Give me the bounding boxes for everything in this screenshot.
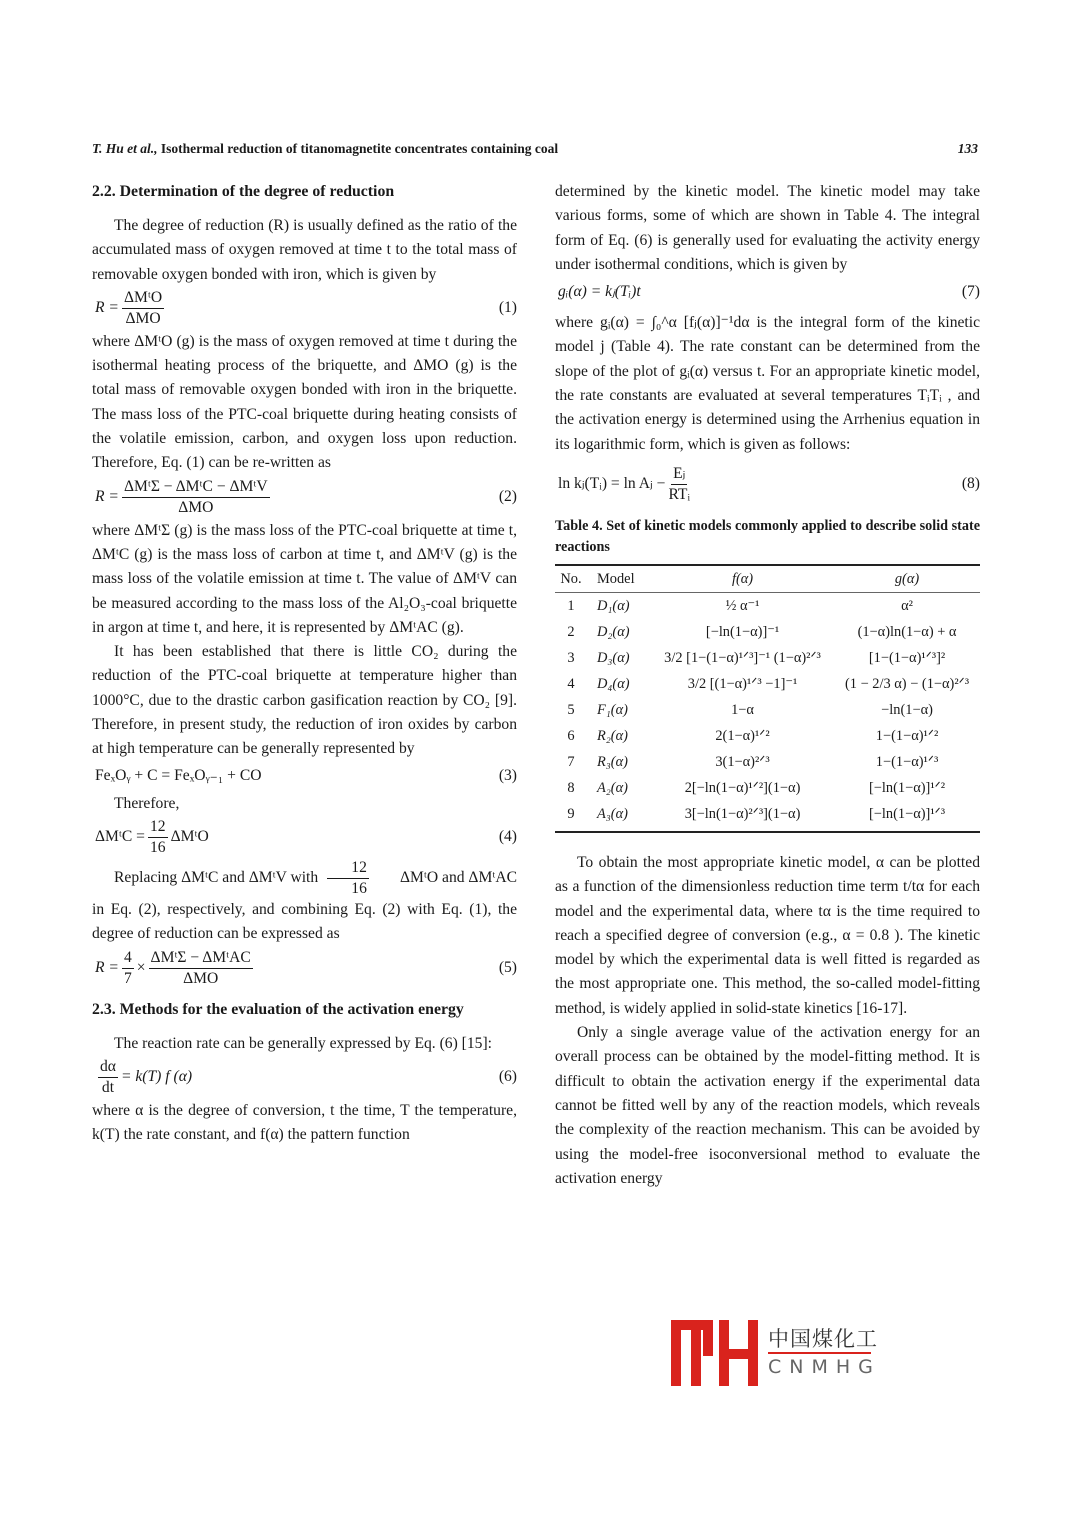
g-alpha-cell: 1−(1−α)¹ᐟ² bbox=[875, 727, 939, 744]
left-column bbox=[92, 180, 517, 1147]
paragraph: where gᵢ(α) = ∫₀^α [fⱼ(α)]⁻¹dα is the integral form of the kinetic model j (Table 4). The rate constant can be determined from the slope of the plot of gᵢ(α) versus t. For an appropriate kinetic model, the rate constants are evaluated at several temperatures TᵢTᵢ , and the activation energy is determined using the Arrhenius equation in its logarithmic form, which is given as follows: bbox=[555, 314, 980, 453]
row-number: 5 bbox=[567, 701, 575, 718]
watermark-logo bbox=[671, 1320, 883, 1386]
row-number: 9 bbox=[555, 801, 587, 832]
f-alpha-cell: 2(1−α)¹ᐟ² bbox=[715, 727, 770, 744]
running-header bbox=[92, 141, 978, 157]
model-name: D₂(α) bbox=[597, 623, 630, 640]
g-alpha-cell: [−ln(1−α)]¹ᐟ³ bbox=[834, 801, 980, 832]
row-number: 6 bbox=[567, 727, 575, 744]
model-name: D₃(α) bbox=[597, 649, 630, 666]
equation-8: ln kⱼ(Tᵢ) = ln Aⱼ − $\frac{\text{Eⱼ}}{\text{RTᵢ}}$ (8) bbox=[558, 464, 980, 503]
table-row bbox=[555, 619, 980, 645]
table-caption: Table 4. Set of kinetic models commonly applied to describe solid state reactions bbox=[555, 517, 980, 555]
g-alpha-cell: −ln(1−α) bbox=[881, 701, 933, 718]
fraction: $\frac{\text{ΔMᵗO}}{\text{ΔMO}}$ bbox=[123, 288, 163, 327]
table-row bbox=[555, 801, 980, 832]
paragraph: where α is the degree of conversion, t the time, T the temperature, k(T) the rate constant, and f(α) the pattern function bbox=[92, 1101, 517, 1144]
watermark-divider bbox=[768, 1352, 871, 1354]
row-number: 2 bbox=[567, 623, 575, 640]
g-alpha-cell: [1−(1−α)¹ᐟ³]² bbox=[868, 649, 946, 666]
model-name: R₃(α) bbox=[597, 753, 628, 770]
table-header-row bbox=[555, 565, 980, 593]
paragraph: in Eq. (2), respectively, and combining Eq. (2) with Eq. (1), the degree of reduction can be expressed as bbox=[92, 900, 517, 943]
equation-number: (3) bbox=[498, 767, 517, 785]
fraction: $\frac{12}{16}$ bbox=[149, 817, 166, 856]
model-name: R₂(α) bbox=[597, 727, 628, 744]
f-alpha-cell: [−ln(1−α)]⁻¹ bbox=[705, 623, 780, 640]
page-number: 133 bbox=[957, 141, 978, 156]
paragraph: To obtain the most appropriate kinetic model, α can be plotted as a function of the dimensionless reduction time term t/tα for each model and the experimental data, where tα is the time required to reach a specified degree of conversion (e.g., α = 0.8 ). The kinetic model by which the experimental data is well fitted is regarded as the most appropriate one. This method, the so-called model-fitting method, is widely applied in solid-state kinetics [16-17]. bbox=[555, 853, 980, 1017]
f-alpha-cell: 3[−ln(1−α)²ᐟ³](1−α) bbox=[651, 801, 834, 832]
model-name: D₁(α) bbox=[597, 597, 630, 614]
f-alpha-cell: 3/2 [1−(1−α)¹ᐟ³]⁻¹ (1−α)²ᐟ³ bbox=[664, 649, 821, 666]
row-number: 8 bbox=[567, 779, 575, 796]
table-row bbox=[555, 723, 980, 749]
equation-7: gᵢ(α) = kⱼ(Tᵢ)t (7) bbox=[555, 279, 980, 305]
row-number: 7 bbox=[567, 753, 575, 770]
equation-4: ΔMᵗC = $\frac{12}{16}$ ΔMᵗO (4) bbox=[95, 817, 517, 856]
fraction: $\frac{\text{Eⱼ}}{\text{RTᵢ}}$ bbox=[668, 464, 690, 503]
model-name: D₄(α) bbox=[597, 675, 630, 692]
mh-logo-icon bbox=[671, 1320, 758, 1386]
equation-number: (7) bbox=[961, 283, 980, 301]
f-alpha-cell: 3/2 [(1−α)¹ᐟ³ −1]⁻¹ bbox=[687, 675, 798, 692]
right-column bbox=[555, 180, 980, 1191]
column-header-no: No. bbox=[555, 565, 587, 593]
equation-3: FeₓOᵧ + C = FeₓOᵧ₋₁ + CO (3) bbox=[92, 764, 517, 790]
table-row bbox=[555, 671, 980, 697]
column-header-f: f(α) bbox=[651, 565, 834, 593]
table-row bbox=[555, 697, 980, 723]
f-alpha-cell: 2[−ln(1−α)¹ᐟ²](1−α) bbox=[684, 779, 801, 796]
g-alpha-cell: 1−(1−α)¹ᐟ³ bbox=[875, 753, 939, 770]
g-alpha-cell: (1 − 2/3 α) − (1−α)²ᐟ³ bbox=[844, 675, 970, 692]
equation-number: (2) bbox=[498, 488, 517, 506]
row-number: 3 bbox=[567, 649, 575, 666]
equation-5: R = $\frac{4}{7}$ × $\frac{\text{ΔMᵗΣ − ΔMᵗAC}}{\text{ΔMO}}$ (5) bbox=[95, 948, 517, 987]
column-header-g: g(α) bbox=[834, 565, 980, 593]
kinetic-models-table bbox=[555, 564, 980, 833]
table-row bbox=[555, 775, 980, 801]
f-alpha-cell: 3(1−α)²ᐟ³ bbox=[715, 753, 770, 770]
fraction: $\frac{12}{16}$ bbox=[327, 859, 369, 898]
equation-6: $\frac{d\alpha}{dt}$ = k(T) f (α) (6) bbox=[100, 1057, 517, 1096]
model-name: F₁(α) bbox=[597, 701, 628, 718]
fraction: $\frac{\text{ΔMᵗΣ − ΔMᵗC − ΔMᵗV}}{\text{ΔMO}}$ bbox=[123, 477, 268, 516]
header-title: Isothermal reduction of titanomagnetite concentrates containing coal bbox=[157, 141, 559, 156]
watermark-en-text: CNMHG bbox=[768, 1356, 881, 1378]
watermark-cn-text: 中国煤化工 bbox=[768, 1323, 878, 1353]
header-authors: T. Hu et al., bbox=[92, 141, 158, 156]
equation-number: (4) bbox=[498, 828, 517, 846]
paragraph: It has been established that there is little CO₂ during the reduction of the PTC-coal briquette at temperature higher than 1000°C, due to the drastic carbon gasification reaction by CO₂ [9]. Therefore, in present study, the reduction of iron oxides by carbon at high temperature can be generally represented by bbox=[92, 643, 517, 758]
paragraph: Therefore, bbox=[114, 794, 180, 812]
g-alpha-cell: (1−α)ln(1−α) + α bbox=[857, 623, 957, 640]
g-alpha-cell: α² bbox=[901, 597, 913, 614]
g-alpha-cell: [−ln(1−α)]¹ᐟ² bbox=[869, 779, 946, 796]
paragraph: where ΔMᵗO (g) is the mass of oxygen removed at time t during the isothermal heating process of the briquette, and ΔMO (g) is the total mass of removable oxygen bonded with iron in the briquette. The mass loss of the PTC-coal briquette during heating consists of the volatile emission, carbon, and oxygen loss upon reduction. Therefore, Eq. (1) can be re-written as bbox=[92, 332, 517, 472]
f-alpha-cell: ½ α⁻¹ bbox=[725, 597, 760, 614]
equation-number: (8) bbox=[961, 475, 980, 493]
paragraph: The degree of reduction (R) is usually defined as the ratio of the accumulated mass of oxygen removed at time t to the total mass of removable oxygen bonded with iron, which is given by bbox=[92, 217, 517, 283]
table-row bbox=[555, 749, 980, 775]
fraction: $\frac{4}{7}$ bbox=[123, 948, 132, 987]
model-name: A₂(α) bbox=[597, 779, 628, 796]
equation-2: R = $\frac{\text{ΔMᵗΣ − ΔMᵗC − ΔMᵗV}}{\text{ΔMO}}$ (2) bbox=[95, 477, 517, 516]
table-row bbox=[555, 592, 980, 619]
paragraph: Only a single average value of the activation energy for an overall process can be obtained by the model-fitting method. It is difficult to obtain the activation energy if the experimental data cannot be fitted well by any of the reaction models, which reveals the complexity of the reaction mechanism. This can be avoided by using the model-free isoconversional method to evaluate the activation energy bbox=[555, 1024, 980, 1187]
paragraph: determined by the kinetic model. The kinetic model may take various forms, some of which are shown in Table 4. The integral form of Eq. (6) is generally used for evaluating the activity energy under isothermal conditions, which is given by bbox=[555, 183, 980, 273]
column-header-model: Model bbox=[587, 565, 651, 593]
table-row bbox=[555, 645, 980, 671]
f-alpha-cell: 1−α bbox=[731, 701, 754, 718]
paragraph: Replacing ΔMᵗC and ΔMᵗV with $\frac{12}{16}$ ΔMᵗO and ΔMᵗAC bbox=[114, 858, 517, 897]
row-number: 1 bbox=[567, 597, 575, 614]
paragraph: The reaction rate can be generally expressed by Eq. (6) [15]: bbox=[114, 1034, 492, 1052]
section-heading-2-3: 2.3. Methods for the evaluation of the activation energy bbox=[92, 1000, 464, 1018]
section-heading-2-2: 2.2. Determination of the degree of reduction bbox=[92, 183, 395, 200]
equation-number: (1) bbox=[498, 299, 517, 317]
fraction: $\frac{d\alpha}{dt}$ bbox=[100, 1057, 116, 1096]
equation-number: (6) bbox=[498, 1068, 517, 1086]
equation-1: R = $\frac{\text{ΔMᵗO}}{\text{ΔMO}}$ (1) bbox=[95, 288, 517, 327]
row-number: 4 bbox=[567, 675, 575, 692]
equation-number: (5) bbox=[498, 958, 517, 976]
paragraph: where ΔMᵗΣ (g) is the mass loss of the PTC-coal briquette at time t, ΔMᵗC (g) is the mass loss of carbon at time t, and ΔMᵗV (g) is the mass loss of the volatile emission at time t. The value of ΔMᵗV can be measured according to the mass loss of the Al₂O₃-coal briquette in argon at time t, and here, it is represented by ΔMᵗAC (g). bbox=[92, 521, 517, 636]
fraction: $\frac{\text{ΔMᵗΣ − ΔMᵗAC}}{\text{ΔMO}}$ bbox=[150, 948, 251, 987]
model-name: A₃(α) bbox=[587, 801, 651, 832]
